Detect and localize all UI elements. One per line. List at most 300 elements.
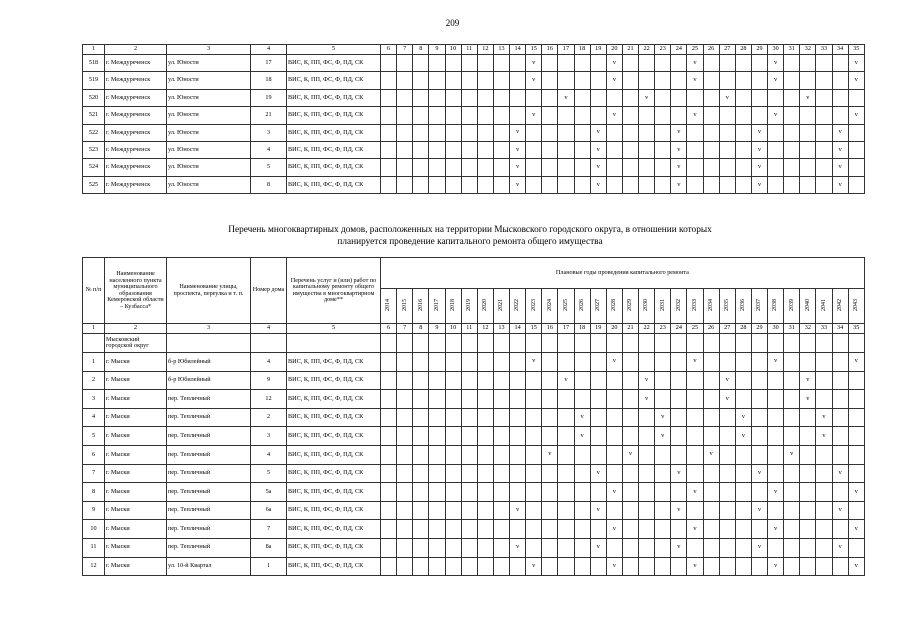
- year-cell: [574, 72, 590, 89]
- services-list: ВИС, К, ПП, ФС, Ф, ПД, СК: [287, 464, 381, 483]
- table-row: [83, 445, 865, 464]
- services-list: ВИС, К, ПП, ФС, Ф, ПД, СК: [287, 538, 381, 557]
- house-number: 5: [251, 159, 287, 176]
- year-cell: [655, 483, 671, 502]
- year-mark: v: [687, 107, 703, 124]
- year-cell: [510, 557, 526, 576]
- column-number: 26: [703, 324, 719, 334]
- year-cell: [671, 72, 687, 89]
- year-cell: [461, 124, 477, 141]
- year-cell: [606, 334, 622, 353]
- row-number: 2: [83, 371, 105, 390]
- year-cell: [558, 72, 574, 89]
- services-list: ВИС, К, ПП, ФС, Ф, ПД, СК: [287, 520, 381, 539]
- year-cell: [816, 483, 832, 502]
- year-cell: [397, 89, 413, 106]
- year-cell: [445, 371, 461, 390]
- year-header: [703, 289, 719, 324]
- year-cell: [784, 408, 800, 427]
- year-cell: [429, 55, 445, 72]
- year-cell: [816, 334, 832, 353]
- year-mark: v: [800, 89, 816, 106]
- year-cell: [671, 55, 687, 72]
- services-list: ВИС, К, ПП, ФС, Ф, ПД, СК: [287, 445, 381, 464]
- year-cell: [719, 464, 735, 483]
- year-mark: v: [768, 520, 784, 539]
- year-cell: [735, 557, 751, 576]
- year-cell: [477, 141, 493, 158]
- year-cell: [639, 353, 655, 372]
- year-cell: [848, 176, 864, 193]
- year-cell: [397, 445, 413, 464]
- year-cell: [671, 107, 687, 124]
- year-cell: [574, 107, 590, 124]
- year-cell: [542, 176, 558, 193]
- year-mark: v: [832, 538, 848, 557]
- year-cell: [719, 107, 735, 124]
- city-name: г. Междуреченск: [105, 124, 167, 141]
- column-number: 9: [429, 324, 445, 334]
- year-cell: [622, 371, 638, 390]
- year-cell: [590, 408, 606, 427]
- year-mark: v: [510, 501, 526, 520]
- year-header: [622, 289, 638, 324]
- year-mark: v: [510, 159, 526, 176]
- year-cell: [445, 124, 461, 141]
- house-number: 2: [251, 408, 287, 427]
- year-cell: [622, 408, 638, 427]
- year-cell: [848, 408, 864, 427]
- year-mark: v: [526, 107, 542, 124]
- year-cell: [719, 159, 735, 176]
- year-cell: [397, 483, 413, 502]
- year-cell: [703, 89, 719, 106]
- year-cell: [493, 55, 509, 72]
- year-cell: [719, 520, 735, 539]
- year-header: [510, 289, 526, 324]
- street-name: ул. 10-й Квартал: [167, 557, 251, 576]
- year-cell: [735, 464, 751, 483]
- city-name: г. Междуреченск: [105, 141, 167, 158]
- services-list: ВИС, К, ПП, ФС, Ф, ПД, СК: [287, 55, 381, 72]
- year-cell: [510, 390, 526, 409]
- year-cell: [461, 353, 477, 372]
- year-cell: [768, 124, 784, 141]
- year-cell: [768, 371, 784, 390]
- year-mark: v: [751, 141, 767, 158]
- year-cell: [461, 107, 477, 124]
- street-name: пер. Тепличный: [167, 390, 251, 409]
- year-cell: [655, 371, 671, 390]
- year-header: [639, 289, 655, 324]
- year-cell: [526, 501, 542, 520]
- year-cell: [703, 538, 719, 557]
- year-cell: [784, 390, 800, 409]
- year-cell: [413, 501, 429, 520]
- year-mark: v: [768, 72, 784, 89]
- year-cell: [461, 390, 477, 409]
- year-cell: [542, 538, 558, 557]
- year-mark: v: [751, 501, 767, 520]
- year-mark: v: [590, 141, 606, 158]
- year-cell: [848, 427, 864, 446]
- year-cell: [655, 176, 671, 193]
- year-cell: [413, 520, 429, 539]
- year-cell: [703, 557, 719, 576]
- column-number: 33: [816, 324, 832, 334]
- row-number: 10: [83, 520, 105, 539]
- row-number: 7: [83, 464, 105, 483]
- year-mark: v: [848, 483, 864, 502]
- year-cell: [558, 501, 574, 520]
- year-cell: [542, 483, 558, 502]
- year-cell: [671, 334, 687, 353]
- column-number: 29: [751, 45, 767, 55]
- year-mark: v: [590, 501, 606, 520]
- year-cell: [606, 408, 622, 427]
- year-cell: [526, 371, 542, 390]
- column-number: 2: [105, 45, 167, 55]
- house-number: 5: [251, 464, 287, 483]
- year-cell: [639, 141, 655, 158]
- year-cell: [768, 159, 784, 176]
- empty-cell: [83, 334, 105, 353]
- year-cell: [687, 464, 703, 483]
- year-cell: [687, 334, 703, 353]
- year-cell: [590, 353, 606, 372]
- column-number: 10: [445, 45, 461, 55]
- year-cell: [558, 55, 574, 72]
- year-cell: [784, 55, 800, 72]
- year-cell: [477, 55, 493, 72]
- year-cell: [510, 371, 526, 390]
- year-cell: [800, 538, 816, 557]
- year-cell: [622, 427, 638, 446]
- year-mark: v: [848, 72, 864, 89]
- column-number: 9: [429, 45, 445, 55]
- year-cell: [558, 445, 574, 464]
- year-mark: v: [832, 159, 848, 176]
- year-cell: [655, 538, 671, 557]
- year-cell: [832, 520, 848, 539]
- year-cell: [719, 501, 735, 520]
- year-cell: [477, 445, 493, 464]
- year-cell: [655, 124, 671, 141]
- column-number: 19: [590, 45, 606, 55]
- year-cell: [397, 176, 413, 193]
- year-cell: [655, 445, 671, 464]
- city-name: г. Мыски: [105, 445, 167, 464]
- year-cell: [477, 501, 493, 520]
- year-label: 2039: [788, 298, 795, 311]
- column-number: 22: [639, 324, 655, 334]
- year-cell: [639, 408, 655, 427]
- year-label: 2036: [740, 298, 747, 311]
- year-label: 2032: [675, 298, 682, 311]
- year-cell: [574, 371, 590, 390]
- year-cell: [397, 159, 413, 176]
- year-label: 2014: [385, 298, 392, 311]
- year-cell: [542, 371, 558, 390]
- year-mark: v: [671, 159, 687, 176]
- year-cell: [477, 427, 493, 446]
- section-title: [100, 225, 840, 248]
- year-cell: [800, 334, 816, 353]
- row-number: 520: [83, 89, 105, 106]
- year-cell: [751, 371, 767, 390]
- services-list: ВИС, К, ПП, ФС, Ф, ПД, СК: [287, 427, 381, 446]
- year-header: [574, 289, 590, 324]
- year-mark: v: [768, 55, 784, 72]
- year-cell: [768, 176, 784, 193]
- year-cell: [606, 89, 622, 106]
- year-cell: [445, 557, 461, 576]
- year-mark: v: [542, 445, 558, 464]
- year-mark: v: [671, 501, 687, 520]
- year-cell: [429, 89, 445, 106]
- street-name: ул. Юности: [167, 55, 251, 72]
- year-cell: [784, 141, 800, 158]
- year-cell: [493, 334, 509, 353]
- column-number: 3: [167, 45, 251, 55]
- year-cell: [381, 141, 397, 158]
- year-cell: [719, 334, 735, 353]
- year-cell: [510, 427, 526, 446]
- year-cell: [413, 427, 429, 446]
- year-cell: [381, 371, 397, 390]
- services-list: ВИС, К, ПП, ФС, Ф, ПД, СК: [287, 124, 381, 141]
- year-cell: [558, 176, 574, 193]
- year-cell: [558, 124, 574, 141]
- year-cell: [558, 107, 574, 124]
- year-cell: [429, 390, 445, 409]
- year-label: 2020: [482, 298, 489, 311]
- year-cell: [784, 72, 800, 89]
- year-cell: [445, 55, 461, 72]
- year-cell: [832, 483, 848, 502]
- year-cell: [816, 89, 832, 106]
- column-number: 32: [800, 324, 816, 334]
- row-number: 519: [83, 72, 105, 89]
- street-name: ул. Юности: [167, 141, 251, 158]
- year-cell: [784, 176, 800, 193]
- year-cell: [574, 483, 590, 502]
- section-title-line2: планируется проведение капитального ремонта общего имущества: [337, 236, 603, 247]
- year-cell: [832, 445, 848, 464]
- year-header: [558, 289, 574, 324]
- year-cell: [816, 501, 832, 520]
- year-cell: [703, 159, 719, 176]
- year-cell: [751, 72, 767, 89]
- year-cell: [542, 334, 558, 353]
- year-mark: v: [751, 176, 767, 193]
- year-cell: [493, 353, 509, 372]
- year-cell: [751, 55, 767, 72]
- table-row: [83, 159, 865, 176]
- year-cell: [429, 445, 445, 464]
- column-number: 15: [526, 324, 542, 334]
- row-number: 523: [83, 141, 105, 158]
- services-list: ВИС, К, ПП, ФС, Ф, ПД, СК: [287, 107, 381, 124]
- year-mark: v: [558, 371, 574, 390]
- house-number: 4: [251, 141, 287, 158]
- row-number: 6: [83, 445, 105, 464]
- year-cell: [703, 371, 719, 390]
- year-cell: [590, 520, 606, 539]
- year-mark: v: [606, 72, 622, 89]
- year-cell: [429, 107, 445, 124]
- year-cell: [655, 557, 671, 576]
- year-mark: v: [590, 176, 606, 193]
- year-mark: v: [768, 483, 784, 502]
- year-mark: v: [510, 124, 526, 141]
- year-cell: [381, 520, 397, 539]
- year-cell: [558, 427, 574, 446]
- year-cell: [461, 557, 477, 576]
- year-cell: [526, 483, 542, 502]
- year-mark: v: [574, 427, 590, 446]
- year-mark: v: [751, 464, 767, 483]
- column-number: 20: [606, 324, 622, 334]
- year-label: 2025: [562, 298, 569, 311]
- year-cell: [622, 107, 638, 124]
- year-cell: [639, 334, 655, 353]
- year-header: [493, 289, 509, 324]
- year-cell: [493, 520, 509, 539]
- year-mark: v: [526, 72, 542, 89]
- year-mark: v: [671, 176, 687, 193]
- year-cell: [510, 72, 526, 89]
- year-cell: [848, 538, 864, 557]
- year-cell: [671, 520, 687, 539]
- year-cell: [429, 353, 445, 372]
- year-cell: [719, 538, 735, 557]
- services-list: ВИС, К, ПП, ФС, Ф, ПД, СК: [287, 483, 381, 502]
- year-cell: [590, 107, 606, 124]
- year-cell: [800, 176, 816, 193]
- year-cell: [397, 107, 413, 124]
- year-cell: [413, 557, 429, 576]
- year-cell: [542, 464, 558, 483]
- column-number: 32: [800, 45, 816, 55]
- services-list: ВИС, К, ПП, ФС, Ф, ПД, СК: [287, 353, 381, 372]
- header-col-street: Наименование улицы, проспекта, переулка и т. п.: [167, 258, 251, 324]
- year-cell: [671, 427, 687, 446]
- year-cell: [687, 141, 703, 158]
- year-cell: [606, 124, 622, 141]
- year-mark: v: [832, 176, 848, 193]
- column-number: 29: [751, 324, 767, 334]
- year-cell: [622, 483, 638, 502]
- street-name: ул. Юности: [167, 107, 251, 124]
- year-cell: [526, 124, 542, 141]
- year-cell: [848, 501, 864, 520]
- year-cell: [461, 334, 477, 353]
- column-number: 34: [832, 45, 848, 55]
- house-number: 4: [251, 353, 287, 372]
- empty-cell: [251, 334, 287, 353]
- row-number: 3: [83, 390, 105, 409]
- year-cell: [735, 159, 751, 176]
- year-cell: [639, 538, 655, 557]
- year-cell: [832, 55, 848, 72]
- year-mark: v: [719, 371, 735, 390]
- column-number: 18: [574, 324, 590, 334]
- year-cell: [526, 176, 542, 193]
- year-cell: [800, 408, 816, 427]
- year-cell: [397, 557, 413, 576]
- year-cell: [735, 176, 751, 193]
- column-number: 25: [687, 45, 703, 55]
- street-name: ул. Юности: [167, 89, 251, 106]
- year-cell: [606, 159, 622, 176]
- year-cell: [574, 55, 590, 72]
- year-cell: [768, 334, 784, 353]
- year-cell: [832, 557, 848, 576]
- column-number: 1: [83, 324, 105, 334]
- year-cell: [816, 141, 832, 158]
- year-cell: [848, 334, 864, 353]
- year-cell: [622, 520, 638, 539]
- year-cell: [590, 72, 606, 89]
- year-cell: [542, 520, 558, 539]
- year-cell: [526, 390, 542, 409]
- year-cell: [397, 124, 413, 141]
- year-mark: v: [751, 124, 767, 141]
- year-cell: [606, 501, 622, 520]
- column-number: 21: [622, 324, 638, 334]
- year-mark: v: [735, 408, 751, 427]
- year-cell: [703, 501, 719, 520]
- year-cell: [784, 501, 800, 520]
- row-number: 525: [83, 176, 105, 193]
- year-mark: v: [606, 55, 622, 72]
- year-cell: [477, 390, 493, 409]
- year-cell: [445, 445, 461, 464]
- year-mark: v: [526, 557, 542, 576]
- year-cell: [397, 334, 413, 353]
- column-number: 16: [542, 324, 558, 334]
- year-cell: [542, 353, 558, 372]
- year-header: [784, 289, 800, 324]
- year-mark: v: [526, 55, 542, 72]
- year-cell: [493, 464, 509, 483]
- year-mark: v: [606, 107, 622, 124]
- year-mark: v: [848, 55, 864, 72]
- house-number: 8: [251, 176, 287, 193]
- year-cell: [719, 445, 735, 464]
- city-name: г. Мыски: [105, 427, 167, 446]
- year-header: [848, 289, 864, 324]
- year-mark: v: [574, 408, 590, 427]
- column-number: 21: [622, 45, 638, 55]
- year-cell: [622, 501, 638, 520]
- year-cell: [445, 141, 461, 158]
- street-name: пер. Тепличный: [167, 427, 251, 446]
- year-label: 2037: [756, 298, 763, 311]
- column-number: 12: [477, 45, 493, 55]
- year-header: [816, 289, 832, 324]
- year-cell: [800, 107, 816, 124]
- year-cell: [542, 427, 558, 446]
- year-cell: [493, 107, 509, 124]
- city-name: г. Мыски: [105, 538, 167, 557]
- year-cell: [848, 464, 864, 483]
- year-cell: [703, 408, 719, 427]
- column-number: 31: [784, 324, 800, 334]
- column-number: 13: [493, 324, 509, 334]
- year-label: 2041: [820, 298, 827, 311]
